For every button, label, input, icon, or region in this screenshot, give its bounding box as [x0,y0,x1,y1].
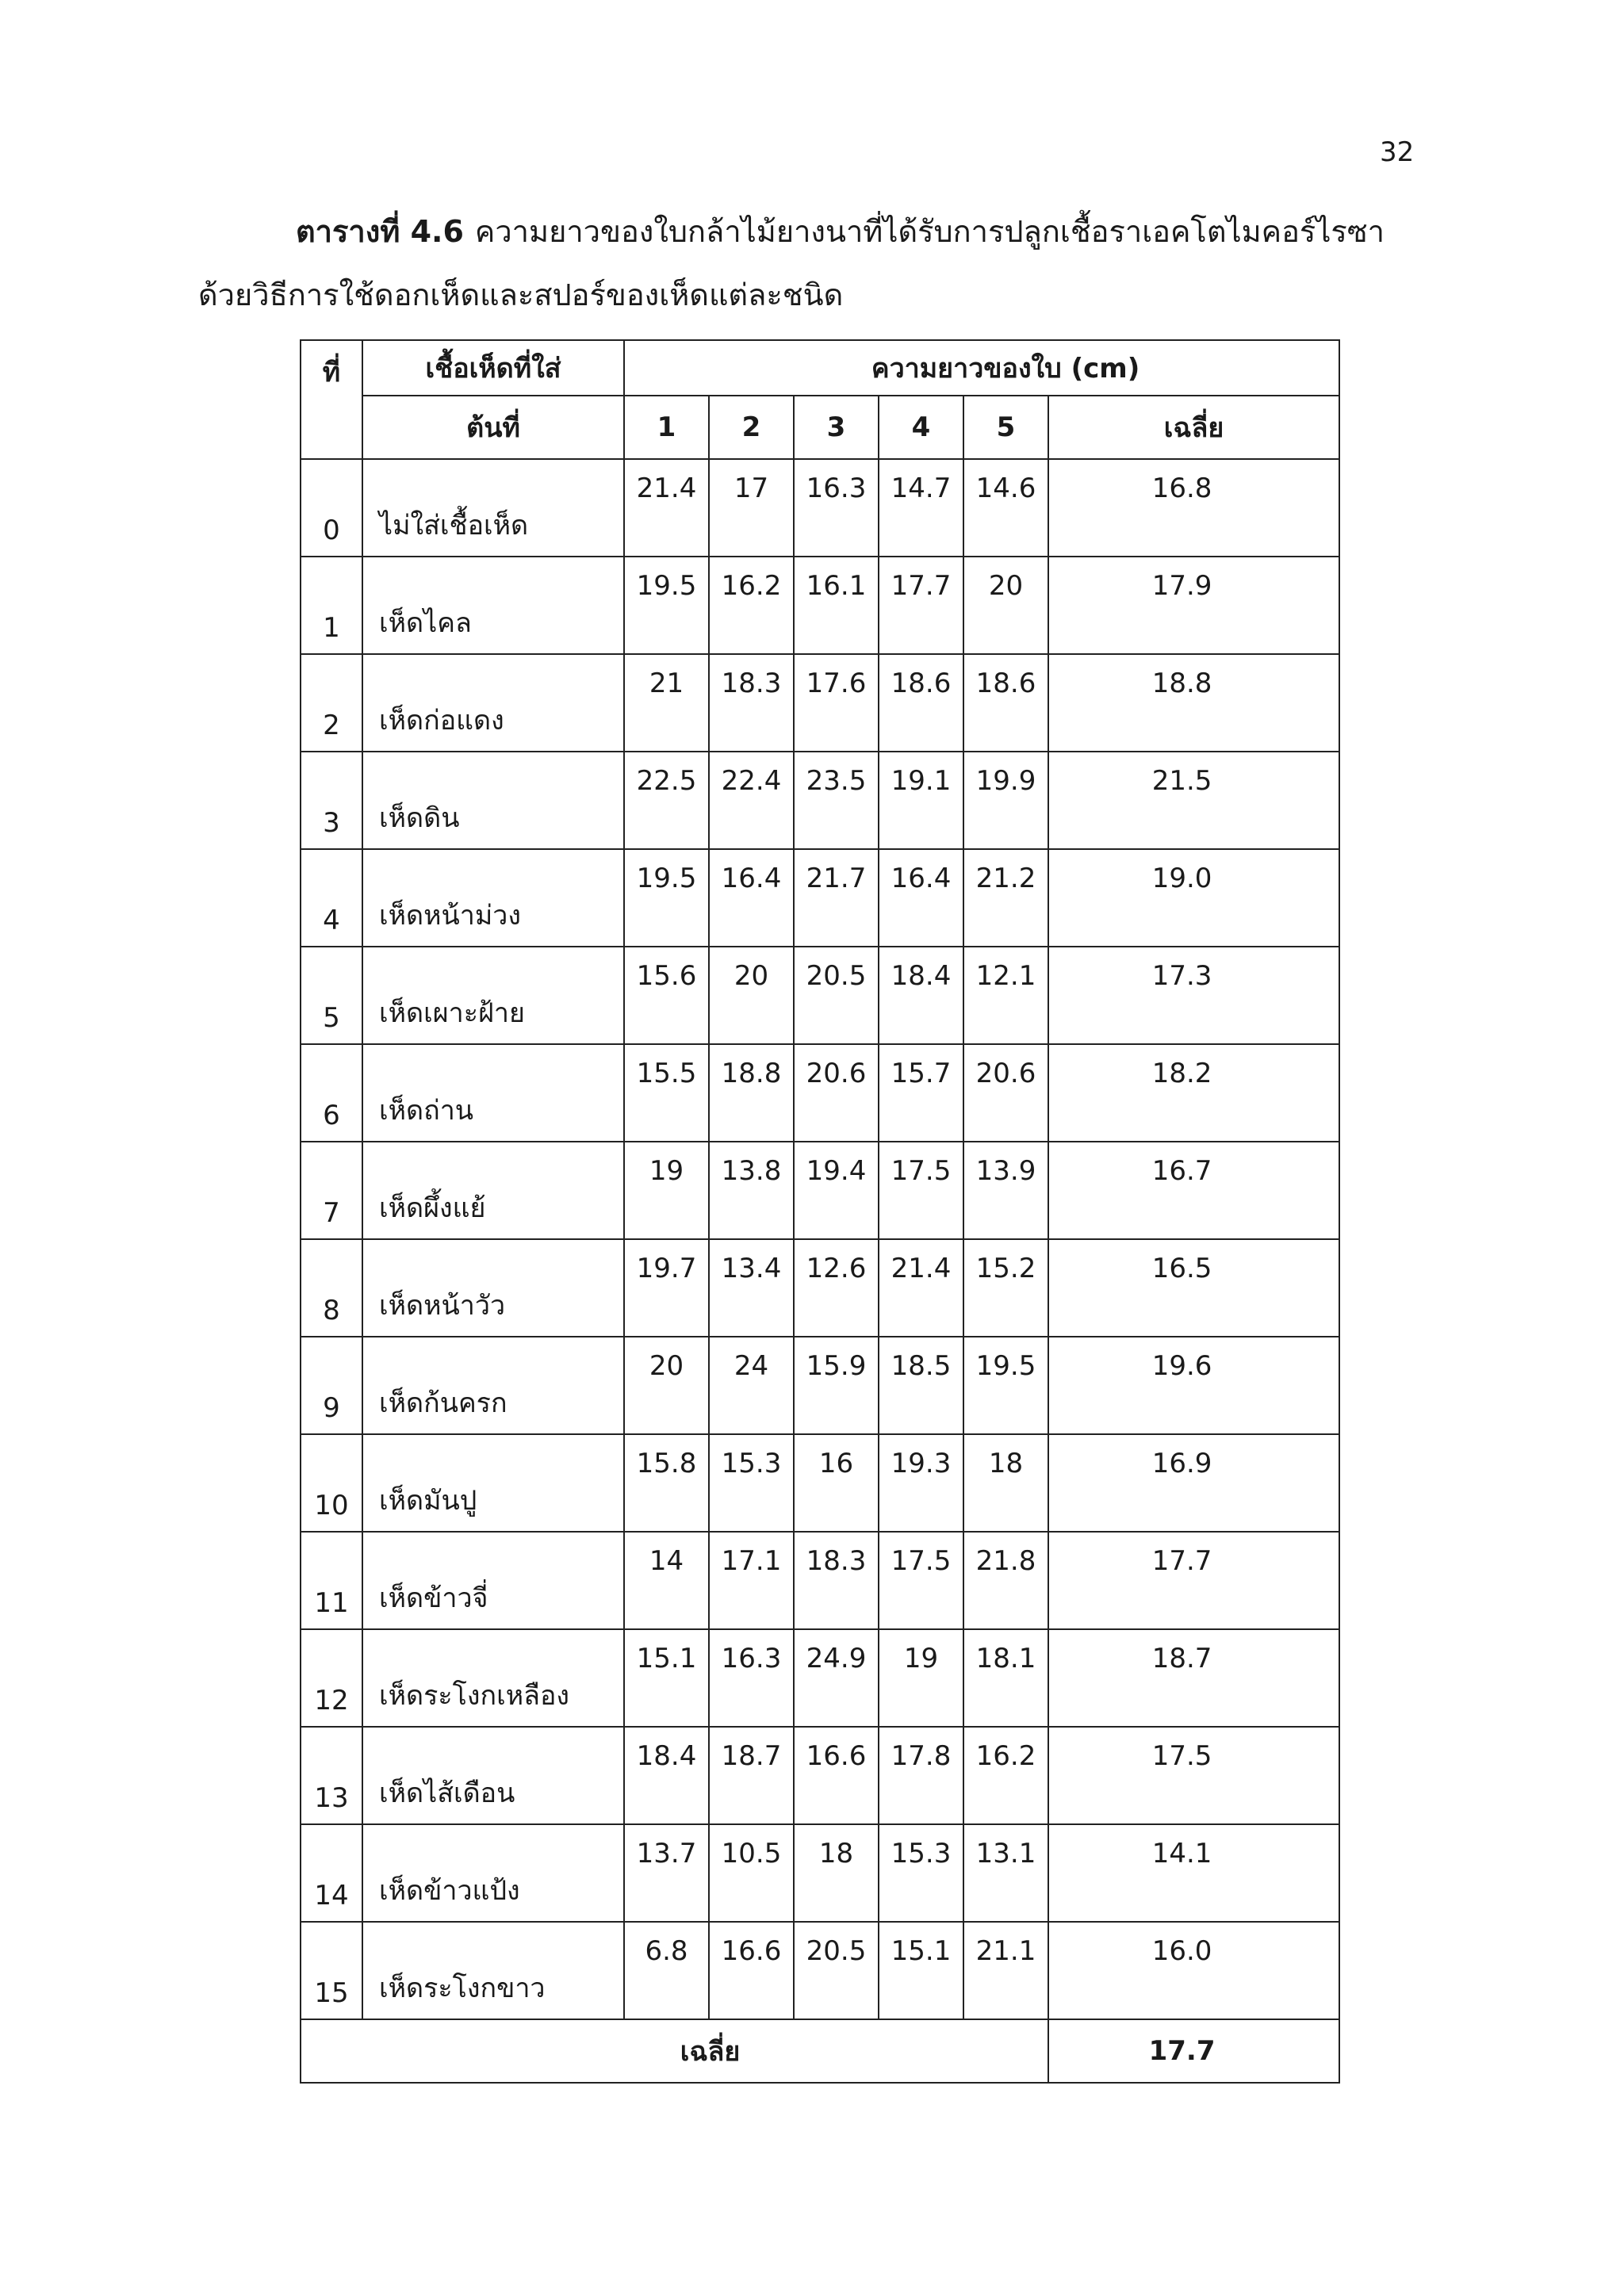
table-row [301,1629,1339,1727]
header-rep-5: 5 [963,396,1048,459]
header-plant: ต้นที่ [362,396,624,459]
row-average: 16.7 [1048,1142,1339,1239]
row-value-plant-2: 16.6 [709,1922,794,2019]
row-value-plant-3: 12.6 [794,1239,879,1337]
row-mushroom-name: เห็ดมันปู [362,1434,624,1532]
row-value-plant-2: 16.4 [709,849,794,947]
row-index: 4 [301,849,362,947]
row-value-plant-3: 20.5 [794,1922,879,2019]
row-average: 21.5 [1048,752,1339,849]
table-row [301,1824,1339,1922]
row-value-plant-1: 6.8 [624,1922,709,2019]
row-value-plant-4: 17.5 [879,1142,963,1239]
row-value-plant-1: 15.6 [624,947,709,1044]
row-value-plant-1: 20 [624,1337,709,1434]
table-header-row-2 [301,396,1339,459]
row-value-plant-1: 15.5 [624,1044,709,1142]
row-value-plant-4: 17.5 [879,1532,963,1629]
row-value-plant-3: 16.1 [794,557,879,654]
row-value-plant-2: 17 [709,459,794,557]
row-average: 17.5 [1048,1727,1339,1824]
row-value-plant-5: 21.1 [963,1922,1048,2019]
row-value-plant-5: 18.1 [963,1629,1048,1727]
total-average: 17.7 [1048,2019,1339,2083]
row-value-plant-1: 18.4 [624,1727,709,1824]
row-mushroom-name: ไม่ใส่เชื้อเห็ด [362,459,624,557]
row-mushroom-name: เห็ดไส้เดือน [362,1727,624,1824]
row-value-plant-5: 20 [963,557,1048,654]
row-value-plant-5: 13.9 [963,1142,1048,1239]
row-value-plant-5: 21.8 [963,1532,1048,1629]
row-value-plant-1: 19.7 [624,1239,709,1337]
row-index: 7 [301,1142,362,1239]
row-value-plant-2: 16.2 [709,557,794,654]
row-average: 18.8 [1048,654,1339,752]
header-rep-3: 3 [794,396,879,459]
row-value-plant-4: 19.3 [879,1434,963,1532]
row-index: 10 [301,1434,362,1532]
row-value-plant-3: 17.6 [794,654,879,752]
header-index: ที่ [301,340,362,459]
table-row [301,1727,1339,1824]
row-value-plant-4: 18.5 [879,1337,963,1434]
row-average: 16.9 [1048,1434,1339,1532]
leaf-length-table [300,339,1340,2084]
row-value-plant-1: 14 [624,1532,709,1629]
table-caption-label: ตารางที่ 4.6 [296,214,464,249]
row-value-plant-4: 19 [879,1629,963,1727]
row-mushroom-name: เห็ดก้นครก [362,1337,624,1434]
header-rep-1: 1 [624,396,709,459]
table-row [301,1434,1339,1532]
row-average: 16.0 [1048,1922,1339,2019]
table-row [301,459,1339,557]
table-row [301,654,1339,752]
table-row [301,1239,1339,1337]
row-mushroom-name: เห็ดไคล [362,557,624,654]
row-average: 16.5 [1048,1239,1339,1337]
row-value-plant-2: 13.4 [709,1239,794,1337]
row-value-plant-5: 14.6 [963,459,1048,557]
row-mushroom-name: เห็ดก่อแดง [362,654,624,752]
row-value-plant-3: 21.7 [794,849,879,947]
row-value-plant-2: 17.1 [709,1532,794,1629]
row-value-plant-3: 24.9 [794,1629,879,1727]
row-average: 17.3 [1048,947,1339,1044]
table-row [301,849,1339,947]
row-value-plant-4: 15.7 [879,1044,963,1142]
row-mushroom-name: เห็ดระโงกขาว [362,1922,624,2019]
header-mushroom: เชื้อเห็ดที่ใส่ [362,340,624,396]
header-rep-2: 2 [709,396,794,459]
row-value-plant-2: 18.8 [709,1044,794,1142]
table-row [301,1142,1339,1239]
row-value-plant-4: 14.7 [879,459,963,557]
row-index: 15 [301,1922,362,2019]
row-index: 2 [301,654,362,752]
row-average: 14.1 [1048,1824,1339,1922]
row-value-plant-2: 22.4 [709,752,794,849]
row-value-plant-4: 21.4 [879,1239,963,1337]
row-value-plant-1: 21.4 [624,459,709,557]
row-average: 17.7 [1048,1532,1339,1629]
row-index: 9 [301,1337,362,1434]
row-value-plant-5: 19.5 [963,1337,1048,1434]
row-value-plant-5: 19.9 [963,752,1048,849]
table-row [301,1337,1339,1434]
row-mushroom-name: เห็ดระโงกเหลือง [362,1629,624,1727]
table-row [301,557,1339,654]
row-value-plant-5: 18 [963,1434,1048,1532]
row-index: 8 [301,1239,362,1337]
row-mushroom-name: เห็ดหน้าวัว [362,1239,624,1337]
row-value-plant-4: 18.4 [879,947,963,1044]
table-row [301,1922,1339,2019]
row-value-plant-5: 18.6 [963,654,1048,752]
row-value-plant-1: 22.5 [624,752,709,849]
row-value-plant-4: 19.1 [879,752,963,849]
table-row [301,752,1339,849]
row-index: 6 [301,1044,362,1142]
row-value-plant-2: 18.7 [709,1727,794,1824]
row-mushroom-name: เห็ดดิน [362,752,624,849]
row-index: 1 [301,557,362,654]
header-average: เฉลี่ย [1048,396,1339,459]
row-mushroom-name: เห็ดข้าวแป้ง [362,1824,624,1922]
row-value-plant-3: 20.5 [794,947,879,1044]
row-value-plant-2: 24 [709,1337,794,1434]
row-value-plant-5: 20.6 [963,1044,1048,1142]
row-value-plant-1: 15.1 [624,1629,709,1727]
row-value-plant-1: 19.5 [624,849,709,947]
header-leaf-length: ความยาวของใบ (cm) [624,340,1339,396]
row-mushroom-name: เห็ดถ่าน [362,1044,624,1142]
header-rep-4: 4 [879,396,963,459]
row-average: 19.6 [1048,1337,1339,1434]
row-index: 5 [301,947,362,1044]
row-value-plant-1: 15.8 [624,1434,709,1532]
row-index: 11 [301,1532,362,1629]
row-value-plant-3: 19.4 [794,1142,879,1239]
row-index: 0 [301,459,362,557]
row-value-plant-1: 13.7 [624,1824,709,1922]
row-mushroom-name: เห็ดหน้าม่วง [362,849,624,947]
row-value-plant-5: 15.2 [963,1239,1048,1337]
table-row [301,1532,1339,1629]
row-value-plant-2: 20 [709,947,794,1044]
table-total-row [301,2019,1339,2083]
row-value-plant-4: 18.6 [879,654,963,752]
row-value-plant-4: 17.7 [879,557,963,654]
row-value-plant-3: 15.9 [794,1337,879,1434]
row-average: 17.9 [1048,557,1339,654]
row-mushroom-name: เห็ดข้าวจี่ [362,1532,624,1629]
row-value-plant-3: 20.6 [794,1044,879,1142]
row-index: 14 [301,1824,362,1922]
table-row [301,947,1339,1044]
row-average: 18.2 [1048,1044,1339,1142]
row-average: 18.7 [1048,1629,1339,1727]
row-value-plant-1: 19.5 [624,557,709,654]
total-label: เฉลี่ย [301,2019,1048,2083]
table-caption-text: ความยาวของใบกล้าไม้ยางนาที่ได้รับการปลูกเชื้อราเอคโตไมคอร์ไรซาด้วยวิธีการใช้ดอกเห็ดและสปอร์ของเห็ดแต่ละชนิด [198,214,1385,312]
row-average: 16.8 [1048,459,1339,557]
table-header-row-1 [301,340,1339,396]
row-index: 12 [301,1629,362,1727]
row-index: 3 [301,752,362,849]
row-value-plant-5: 13.1 [963,1824,1048,1922]
row-average: 19.0 [1048,849,1339,947]
row-index: 13 [301,1727,362,1824]
page-number: 32 [1380,136,1415,168]
row-value-plant-2: 10.5 [709,1824,794,1922]
row-value-plant-4: 15.1 [879,1922,963,2019]
row-value-plant-4: 16.4 [879,849,963,947]
row-value-plant-3: 16.6 [794,1727,879,1824]
row-value-plant-3: 18.3 [794,1532,879,1629]
row-value-plant-2: 15.3 [709,1434,794,1532]
row-value-plant-1: 21 [624,654,709,752]
row-value-plant-3: 16.3 [794,459,879,557]
row-value-plant-4: 15.3 [879,1824,963,1922]
row-mushroom-name: เห็ดเผาะฝ้าย [362,947,624,1044]
table-row [301,1044,1339,1142]
row-value-plant-3: 16 [794,1434,879,1532]
row-value-plant-4: 17.8 [879,1727,963,1824]
row-value-plant-2: 13.8 [709,1142,794,1239]
row-value-plant-2: 16.3 [709,1629,794,1727]
row-value-plant-3: 18 [794,1824,879,1922]
row-value-plant-2: 18.3 [709,654,794,752]
row-value-plant-5: 16.2 [963,1727,1048,1824]
row-value-plant-3: 23.5 [794,752,879,849]
row-mushroom-name: เห็ดผึ้งแย้ [362,1142,624,1239]
row-value-plant-5: 21.2 [963,849,1048,947]
row-value-plant-5: 12.1 [963,947,1048,1044]
table-caption [198,200,1419,327]
row-value-plant-1: 19 [624,1142,709,1239]
